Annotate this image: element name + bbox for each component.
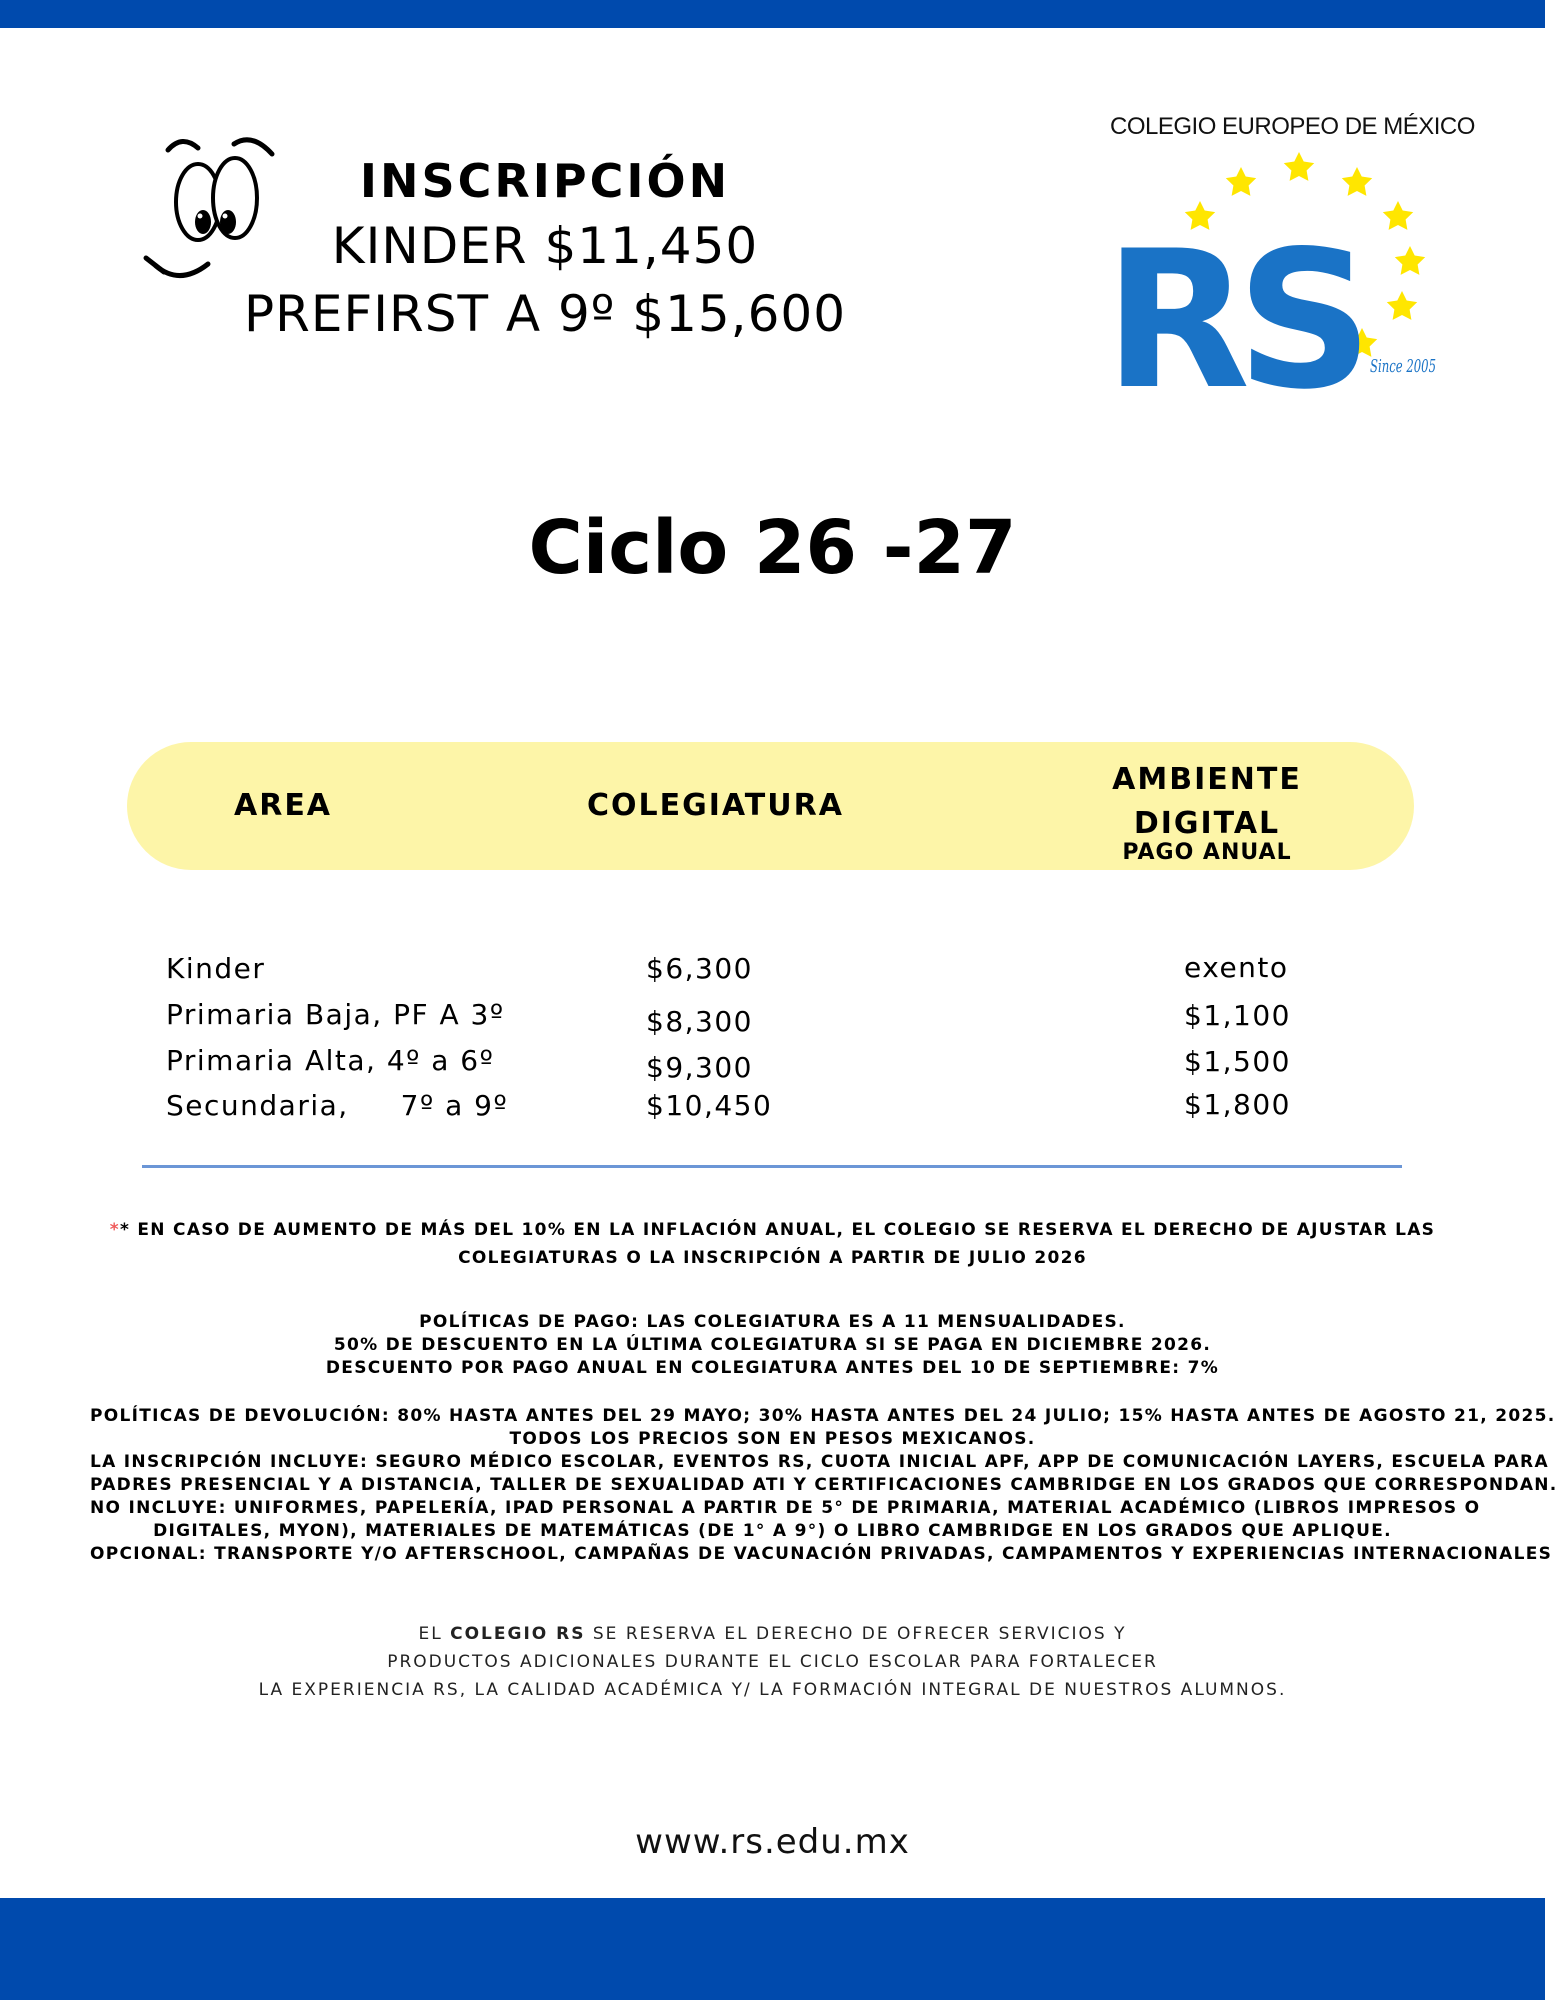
note-pago-line: POLÍTICAS DE PAGO: LAS COLEGIATURA ES A 11 MENSUALIDADES. <box>419 1312 1126 1332</box>
inscripcion-title: INSCRIPCIÓN <box>359 154 731 208</box>
note-devolucion-line: LA INSCRIPCIÓN INCLUYE: SEGURO MÉDICO ESCOLAR, EVENTOS RS, CUOTA INICIAL APF, APP DE COMUNICACIÓN LAYERS, ESCUELA PARA <box>90 1452 1549 1472</box>
table-cell-colegiatura: $9,300 <box>646 1051 753 1084</box>
table-cell-area: Kinder <box>166 952 266 985</box>
table-cell-ambiente: exento <box>1184 951 1289 984</box>
top-color-bar <box>0 0 1545 28</box>
footer-line1 <box>0 1624 1545 1644</box>
logo-rs-letters: RS <box>1104 210 1360 431</box>
header-colegiatura: COLEGIATURA <box>587 788 844 823</box>
logo-school-name: COLEGIO EUROPEO DE MÉXICO <box>1110 113 1475 140</box>
table-cell-colegiatura: $8,300 <box>646 1005 753 1038</box>
note-pago-line: 50% DE DESCUENTO EN LA ÚLTIMA COLEGIATURA SI SE PAGA EN DICIEMBRE 2026. <box>333 1335 1212 1355</box>
table-cell-colegiatura: $6,300 <box>646 952 753 985</box>
table-cell-area: Primaria Alta, 4º a 6º <box>166 1044 495 1077</box>
footer-line2: PRODUCTOS ADICIONALES DURANTE EL CICLO ESCOLAR PARA FORTALECER <box>387 1652 1158 1672</box>
website-link[interactable]: www.rs.edu.mx <box>635 1822 910 1862</box>
table-cell-ambiente: $1,100 <box>1184 999 1291 1032</box>
logo-since: Since 2005 <box>1370 356 1436 377</box>
note-pago-line: DESCUENTO POR PAGO ANUAL EN COLEGIATURA ANTES DEL 10 DE SEPTIEMBRE: 7% <box>325 1358 1220 1378</box>
header-ambiente-digital <box>1107 758 1307 846</box>
note-devolucion-line: OPCIONAL: TRANSPORTE Y/O AFTERSCHOOL, CAMPAÑAS DE VACUNACIÓN PRIVADAS, CAMPAMENTOS Y EXPERIENCIAS INTERNACIONALES <box>90 1544 1553 1564</box>
inscripcion-kinder: KINDER $11,450 <box>331 217 759 275</box>
footer-line1-post: SE RESERVA EL DERECHO DE OFRECER SERVICIOS Y <box>585 1624 1127 1644</box>
note-inflacion-text: * EN CASO DE AUMENTO DE MÁS DEL 10% EN LA INFLACIÓN ANUAL, EL COLEGIO SE RESERVA EL DERECHO DE AJUSTAR LAS <box>119 1220 1436 1240</box>
note-devolucion-line: PADRES PRESENCIAL Y A DISTANCIA, TALLER DE SEXUALIDAD ATI Y CERTIFICACIONES CAMBRIDGE EN LOS GRADOS QUE CORRESPONDAN. <box>90 1475 1558 1495</box>
note-inflacion-line1 <box>90 1220 1455 1240</box>
ciclo-title: Ciclo 26 -27 <box>528 505 1017 591</box>
note-devolucion-line: NO INCLUYE: UNIFORMES, PAPELERÍA, IPAD PERSONAL A PARTIR DE 5° DE PRIMARIA, MATERIAL ACADÉMICO (LIBROS IMPRESOS O <box>90 1498 1481 1518</box>
table-cell-ambiente: $1,500 <box>1184 1045 1291 1078</box>
header-ambiente-line1: AMBIENTE <box>1112 762 1302 797</box>
header-pago-anual: PAGO ANUAL <box>1122 840 1292 865</box>
table-cell-area: Secundaria, 7º a 9º <box>166 1089 509 1122</box>
note-devolucion-line: POLÍTICAS DE DEVOLUCIÓN: 80% HASTA ANTES DEL 29 MAYO; 30% HASTA ANTES DEL 24 JULIO; 15% HASTA ANTES DE AGOSTO 21, 2025. <box>90 1406 1556 1426</box>
footer-colegio-rs: COLEGIO RS <box>450 1624 586 1644</box>
header-area: AREA <box>234 788 333 823</box>
table-cell-ambiente: $1,800 <box>1184 1088 1291 1121</box>
bottom-color-bar <box>0 1898 1545 2000</box>
rs-school-logo <box>1100 110 1475 431</box>
note-devolucion-line: TODOS LOS PRECIOS SON EN PESOS MEXICANOS. <box>509 1429 1036 1449</box>
note-inflacion-line2: COLEGIATURAS O LA INSCRIPCIÓN A PARTIR DE JULIO 2026 <box>458 1248 1087 1268</box>
footer-line3: LA EXPERIENCIA RS, LA CALIDAD ACADÉMICA Y/ LA FORMACIÓN INTEGRAL DE NUESTROS ALUMNOS. <box>258 1680 1287 1700</box>
note-asterisk: * <box>109 1220 120 1240</box>
table-header <box>127 742 1414 870</box>
table-cell-area: Primaria Baja, PF A 3º <box>166 998 505 1031</box>
inscripcion-block <box>200 150 890 348</box>
inscripcion-prefirst: PREFIRST A 9º $15,600 <box>243 285 847 343</box>
table-divider <box>142 1165 1402 1168</box>
table-cell-colegiatura: $10,450 <box>646 1089 773 1122</box>
header-ambiente-line2: DIGITAL <box>1133 806 1281 841</box>
footer-line1-pre: EL <box>418 1624 451 1644</box>
note-devolucion-line: DIGITALES, MYON), MATERIALES DE MATEMÁTICAS (DE 1° A 9°) O LIBRO CAMBRIDGE EN LOS GRADOS QUE APLIQUE. <box>153 1521 1392 1541</box>
